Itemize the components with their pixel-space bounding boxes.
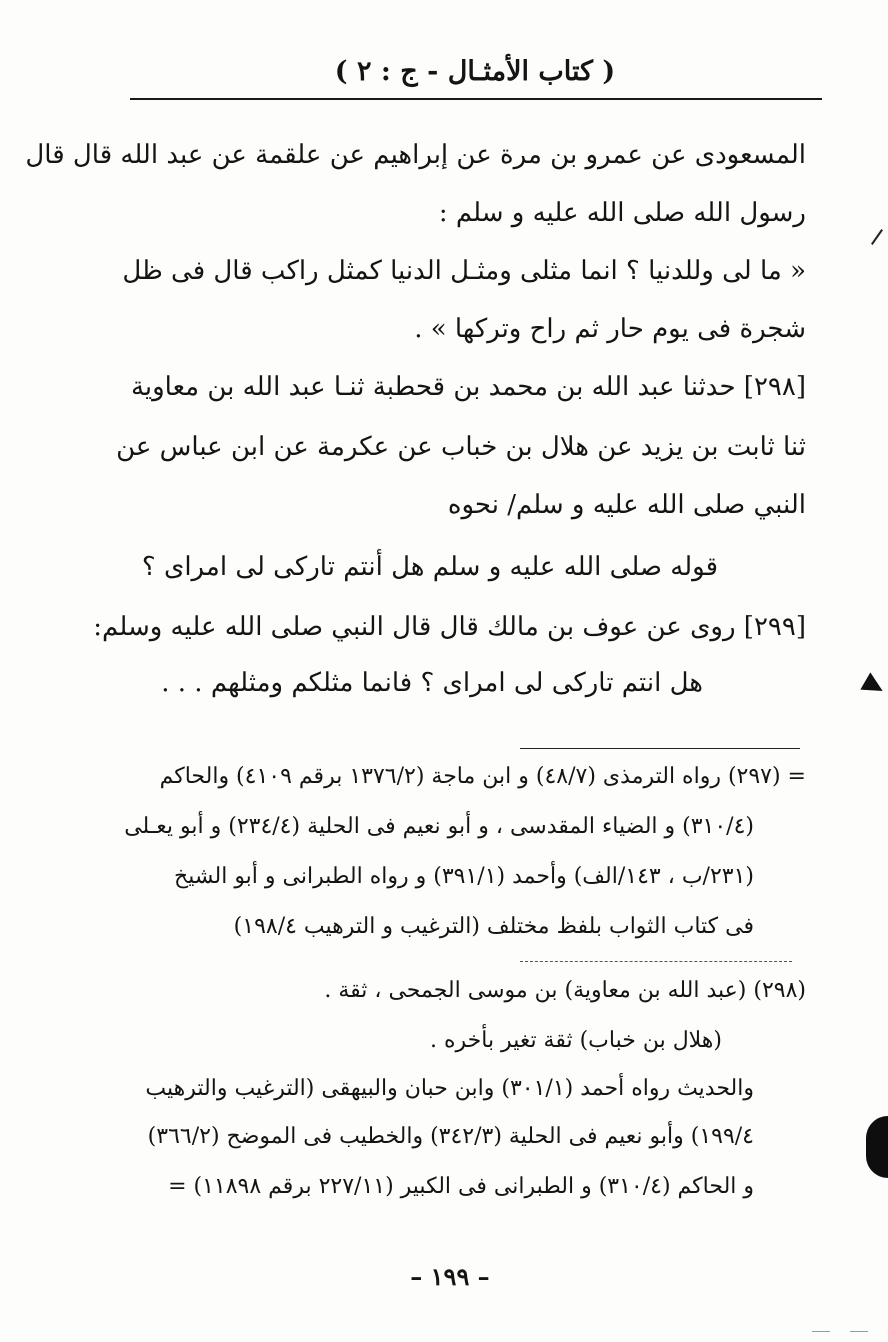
scan-edge-dash (812, 1331, 830, 1332)
body-line-2: رسول الله صلى الله عليه و سلم : (438, 198, 806, 228)
page-number: – ١٩٩ – (410, 1262, 490, 1291)
body-line-10: هل انتم تاركى لى امراى ؟ فانما مثلكم ومثلهم . . . (161, 668, 703, 698)
body-line-5: [٢٩٨] حدثنا عبد الله بن محمد بن قحطبة ثنـا عبد الله بن معاوية (130, 372, 806, 402)
footnote-line-4: فى كتاب الثواب بلفظ مختلف (الترغيب و الترهيب ١٩٨/٤) (233, 914, 754, 939)
footnote-line-6: (هلال بن خباب) ثقة تغير بأخره . (429, 1028, 722, 1053)
footnote-line-8: ١٩٩/٤) وأبو نعيم فى الحلية (٣٤٢/٣) والخطيب فى الموضح (٣٦٦/٢) (147, 1124, 754, 1149)
body-line-3: « ما لى وللدنيا ؟ انما مثلى ومثـل الدنيا كمثل راكب قال فى ظل (122, 256, 806, 286)
body-line-4: شجرة فى يوم حار ثم راح وتركها » . (414, 314, 806, 344)
body-line-7: النبي صلى الله عليه و سلم/ نحوه (447, 490, 806, 520)
body-line-1: المسعودى عن عمرو بن مرة عن إبراهيم عن علقمة عن عبد الله قال قال (25, 140, 806, 170)
scan-margin-blot (866, 1116, 888, 1178)
scan-margin-tick (871, 229, 883, 245)
body-line-8: قوله صلى الله عليه و سلم هل أنتم تاركى لى امراى ؟ (141, 552, 718, 582)
body-line-6: ثنا ثابت بن يزيد عن هلال بن خباب عن عكرمة عن ابن عباس عن (116, 432, 806, 462)
footnote-line-7: والحديث رواه أحمد (٣٠١/١) وابن حبان والبيهقى (الترغيب والترهيب (145, 1076, 754, 1101)
footnote-line-9: و الحاكم (٣١٠/٤) و الطبرانى فى الكبير (٢٢٧/١١ برقم ١١٨٩٨) = (168, 1174, 754, 1199)
footnote-rule (520, 748, 800, 749)
body-line-9: [٢٩٩] روى عن عوف بن مالك قال قال النبي صلى الله عليه وسلم: (93, 612, 806, 642)
footnote-line-5: (٢٩٨) (عبد الله بن معاوية) بن موسى الجمحى ، ثقة . (324, 978, 806, 1003)
footnote-line-2: (٣١٠/٤) و الضياء المقدسى ، و أبو نعيم فى الحلية (٢٣٤/٤) و أبو يعـلى (124, 814, 754, 839)
footnote-line-3: (٢٣١/ب ، ١٤٣/الف) وأحمد (٣٩١/١) و رواه الطبرانى و أبو الشيخ (174, 864, 754, 889)
running-header: ( كتاب الأمثـال - ج : ٢ ) (334, 56, 616, 87)
footnote-separator (520, 961, 792, 962)
scan-edge-dash (850, 1331, 868, 1332)
footnote-line-1: = (٢٩٧) رواه الترمذى (٤٨/٧) و ابن ماجة (١٣٧٦/٢ برقم ٤١٠٩) والحاكم (159, 764, 806, 789)
header-rule (130, 98, 822, 100)
scan-margin-mark (860, 672, 887, 699)
